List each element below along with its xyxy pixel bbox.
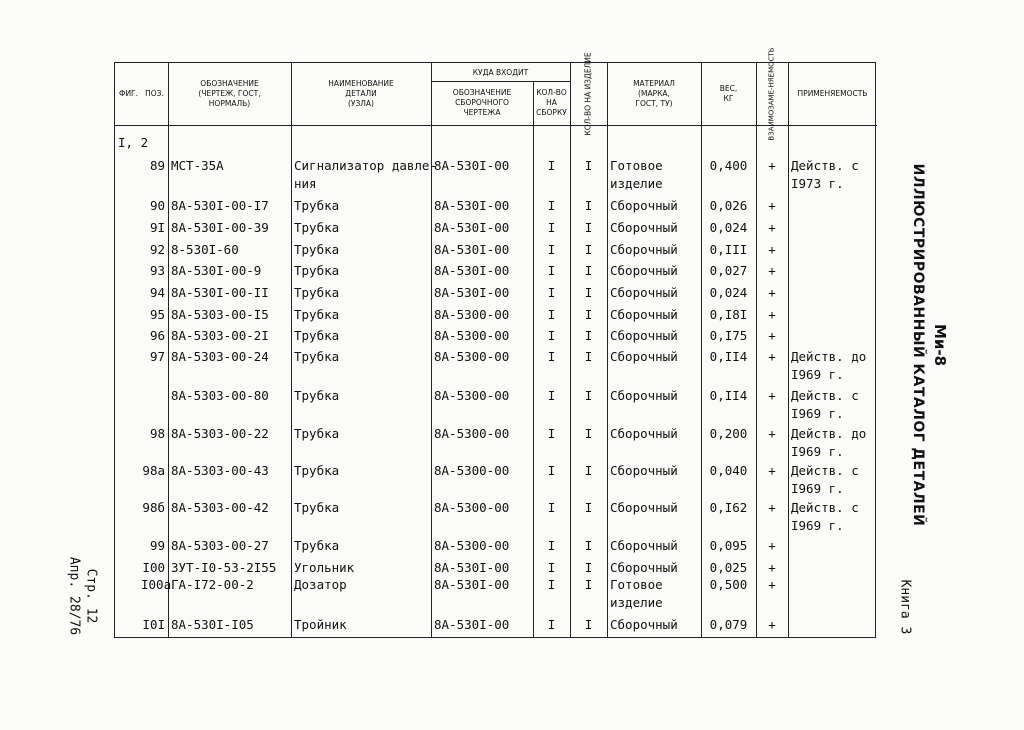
row-name-cell: Трубка bbox=[294, 242, 340, 257]
row-qty-p-cell: I bbox=[584, 220, 593, 235]
row-designation-cell: ГА-I72-00-2 bbox=[171, 577, 254, 592]
row-qty-p-cell: I bbox=[584, 500, 593, 515]
row-inter-cell: + bbox=[768, 158, 776, 173]
row-pos-cell: 90 bbox=[149, 198, 165, 213]
row-weight-cell: 0,040 bbox=[709, 463, 748, 478]
row-applic-cell: Действ. до bbox=[791, 426, 867, 441]
row-qty-a-cell: I bbox=[547, 263, 556, 278]
row-name-cell: Трубка bbox=[294, 500, 340, 515]
row-applic-cell: I973 г. bbox=[791, 176, 844, 191]
row-assembly-cell: 8А-5300-00 bbox=[434, 388, 510, 403]
row-name-cell: Трубка bbox=[294, 538, 340, 553]
row-weight-cell: 0,500 bbox=[709, 577, 748, 592]
row-inter-cell: + bbox=[768, 463, 776, 478]
row-name-cell: Трубка bbox=[294, 263, 340, 278]
row-inter-cell: + bbox=[768, 198, 776, 213]
row-name-cell: Трубка bbox=[294, 198, 340, 213]
row-weight-cell: 0,025 bbox=[709, 560, 748, 575]
row-designation-cell: 8А-5303-00-42 bbox=[171, 500, 269, 515]
row-qty-p-cell: I bbox=[584, 285, 593, 300]
row-name-cell: Трубка bbox=[294, 349, 340, 364]
row-applic-cell: I969 г. bbox=[791, 444, 844, 459]
row-material-cell: Готовое bbox=[610, 158, 663, 173]
row-applic-cell: I969 г. bbox=[791, 367, 844, 382]
row-qty-p-cell: I bbox=[584, 463, 593, 478]
revision-date: Апр. 28/76 bbox=[66, 556, 82, 636]
parts-catalog-table bbox=[114, 47, 876, 638]
row-inter-cell: + bbox=[768, 388, 776, 403]
row-designation-cell: МСТ-35А bbox=[171, 158, 224, 173]
row-pos-cell: 97 bbox=[149, 349, 165, 364]
row-qty-a-cell: I bbox=[547, 560, 556, 575]
row-qty-a-cell: I bbox=[547, 328, 556, 343]
row-qty-a-cell: I bbox=[547, 307, 556, 322]
row-material-cell: Сборочный bbox=[610, 560, 678, 575]
row-name-cell: Трубка bbox=[294, 220, 340, 235]
row-material-cell: Сборочный bbox=[610, 328, 678, 343]
row-qty-a-cell: I bbox=[547, 538, 556, 553]
row-qty-a-cell: I bbox=[547, 388, 556, 403]
row-name-cell: Трубка bbox=[294, 388, 340, 403]
row-applic-cell: Действ. с bbox=[791, 463, 859, 478]
row-qty-a-cell: I bbox=[547, 426, 556, 441]
row-name-cell: Трубка bbox=[294, 307, 340, 322]
row-designation-cell: 8А-530I-00-39 bbox=[171, 220, 269, 235]
row-qty-a-cell: I bbox=[547, 242, 556, 257]
header-material: МАТЕРИАЛ (МАРКА, ГОСТ, ТУ) bbox=[633, 79, 675, 108]
row-weight-cell: 0,I75 bbox=[709, 328, 748, 343]
row-weight-cell: 0,II4 bbox=[709, 349, 748, 364]
row-applic-cell: Действ. с bbox=[791, 500, 859, 515]
row-inter-cell: + bbox=[768, 577, 776, 592]
row-designation-cell: 8А-530I-00-I7 bbox=[171, 198, 269, 213]
row-inter-cell: + bbox=[768, 560, 776, 575]
row-designation-cell: 8А-530I-00-II bbox=[171, 285, 269, 300]
row-weight-cell: 0,I8I bbox=[709, 307, 748, 322]
row-assembly-cell: 8А-530I-00 bbox=[434, 560, 510, 575]
row-assembly-cell: 8А-5300-00 bbox=[434, 307, 510, 322]
header-qty-product: КОЛ-ВО НА ИЗДЕЛИЕ bbox=[583, 52, 593, 136]
row-material-cell: Сборочный bbox=[610, 242, 678, 257]
row-qty-p-cell: I bbox=[584, 388, 593, 403]
row-material-cell: Сборочный bbox=[610, 426, 678, 441]
row-assembly-cell: 8А-530I-00 bbox=[434, 285, 510, 300]
row-weight-cell: 0,400 bbox=[709, 158, 748, 173]
row-weight-cell: 0,024 bbox=[709, 285, 748, 300]
row-inter-cell: + bbox=[768, 426, 776, 441]
row-designation-cell: 8А-5303-00-2I bbox=[171, 328, 269, 343]
row-qty-p-cell: I bbox=[584, 158, 593, 173]
row-designation-cell: 8А-5303-00-43 bbox=[171, 463, 269, 478]
row-material-cell: Сборочный bbox=[610, 307, 678, 322]
row-designation-cell: ЗУТ-I0-53-2I55 bbox=[171, 560, 277, 575]
row-qty-p-cell: I bbox=[584, 560, 593, 575]
row-material-cell: Сборочный bbox=[610, 463, 678, 478]
row-pos-cell: 93 bbox=[149, 263, 165, 278]
row-name-cell: Трубка bbox=[294, 463, 340, 478]
row-material-cell: изделие bbox=[610, 176, 663, 191]
row-name-cell: ния bbox=[294, 176, 317, 191]
book-label: Книга 3 bbox=[897, 579, 913, 635]
row-qty-a-cell: I bbox=[547, 349, 556, 364]
header-weight: ВЕС, КГ bbox=[719, 84, 738, 103]
row-material-cell: Сборочный bbox=[610, 617, 678, 632]
row-material-cell: изделие bbox=[610, 595, 663, 610]
row-inter-cell: + bbox=[768, 500, 776, 515]
row-name-cell: Угольник bbox=[294, 560, 355, 575]
row-applic-cell: I969 г. bbox=[791, 406, 844, 421]
row-assembly-cell: 8А-530I-00 bbox=[434, 263, 510, 278]
model-label: Ми-8 bbox=[931, 323, 949, 367]
row-inter-cell: + bbox=[768, 328, 776, 343]
row-qty-p-cell: I bbox=[584, 307, 593, 322]
row-pos-cell: 95 bbox=[149, 307, 165, 322]
row-pos-cell: 98а bbox=[142, 463, 165, 478]
row-weight-cell: 0,079 bbox=[709, 617, 748, 632]
row-weight-cell: 0,200 bbox=[709, 426, 748, 441]
header-qty-assembly: КОЛ-ВО НА СБОРКУ bbox=[536, 88, 567, 117]
header-applicability: ПРИМЕНЯЕМОСТЬ bbox=[797, 89, 868, 98]
row-name-cell: Дозатор bbox=[294, 577, 347, 592]
row-name-cell: Трубка bbox=[294, 328, 340, 343]
row-qty-a-cell: I bbox=[547, 617, 556, 632]
row-applic-cell: I969 г. bbox=[791, 481, 844, 496]
figure-number: I, 2 bbox=[118, 135, 149, 150]
row-assembly-cell: 8А-5300-00 bbox=[434, 349, 510, 364]
row-qty-a-cell: I bbox=[547, 220, 556, 235]
row-applic-cell: Действ. с bbox=[791, 388, 859, 403]
row-weight-cell: 0,II4 bbox=[709, 388, 748, 403]
row-inter-cell: + bbox=[768, 349, 776, 364]
row-inter-cell: + bbox=[768, 307, 776, 322]
row-weight-cell: 0,026 bbox=[709, 198, 748, 213]
row-pos-cell: I00а bbox=[141, 577, 172, 592]
row-qty-p-cell: I bbox=[584, 426, 593, 441]
row-material-cell: Готовое bbox=[610, 577, 663, 592]
row-designation-cell: 8А-5303-00-I5 bbox=[171, 307, 269, 322]
row-material-cell: Сборочный bbox=[610, 388, 678, 403]
row-designation-cell: 8А-5303-00-22 bbox=[171, 426, 269, 441]
row-weight-cell: 0,I62 bbox=[709, 500, 748, 515]
row-qty-a-cell: I bbox=[547, 500, 556, 515]
row-pos-cell: 9I bbox=[149, 220, 165, 235]
header-interchangeability: ВЗАИМОЗАМЕ-НЯЕМОСТЬ bbox=[767, 47, 776, 141]
header-assembly-drawing: ОБОЗНАЧЕНИЕ СБОРОЧНОГО ЧЕРТЕЖА bbox=[452, 88, 512, 117]
row-material-cell: Сборочный bbox=[610, 500, 678, 515]
row-pos-cell: 98 bbox=[149, 426, 165, 441]
row-material-cell: Сборочный bbox=[610, 220, 678, 235]
row-name-cell: Тройник bbox=[294, 617, 347, 632]
row-qty-p-cell: I bbox=[584, 328, 593, 343]
header-fig: ФИГ. bbox=[118, 89, 139, 98]
row-designation-cell: 8А-5303-00-27 bbox=[171, 538, 269, 553]
row-weight-cell: 0,027 bbox=[709, 263, 748, 278]
row-applic-cell: Действ. до bbox=[791, 349, 867, 364]
row-assembly-cell: 8А-5300-00 bbox=[434, 328, 510, 343]
row-pos-cell: 98б bbox=[142, 500, 165, 515]
row-qty-p-cell: I bbox=[584, 242, 593, 257]
row-designation-cell: 8А-530I-00-9 bbox=[171, 263, 262, 278]
row-weight-cell: 0,III bbox=[709, 242, 748, 257]
row-applic-cell: I969 г. bbox=[791, 518, 844, 533]
row-pos-cell: 96 bbox=[149, 328, 165, 343]
row-material-cell: Сборочный bbox=[610, 198, 678, 213]
row-qty-a-cell: I bbox=[547, 158, 556, 173]
row-qty-p-cell: I bbox=[584, 538, 593, 553]
row-inter-cell: + bbox=[768, 242, 776, 257]
row-material-cell: Сборочный bbox=[610, 285, 678, 300]
header-designation: ОБОЗНАЧЕНИЕ (ЧЕРТЕЖ, ГОСТ, НОРМАЛЬ) bbox=[198, 79, 261, 108]
row-inter-cell: + bbox=[768, 220, 776, 235]
row-pos-cell: 89 bbox=[149, 158, 165, 173]
row-designation-cell: 8А-5303-00-80 bbox=[171, 388, 269, 403]
row-assembly-cell: 8А-5300-00 bbox=[434, 538, 510, 553]
row-name-cell: Сигнализатор давле- bbox=[294, 158, 437, 173]
row-assembly-cell: 8А-530I-00 bbox=[434, 220, 510, 235]
row-assembly-cell: 8А-530I-00 bbox=[434, 198, 510, 213]
row-inter-cell: + bbox=[768, 538, 776, 553]
header-where-used: КУДА ВХОДИТ bbox=[472, 68, 529, 77]
row-qty-a-cell: I bbox=[547, 577, 556, 592]
row-qty-p-cell: I bbox=[584, 349, 593, 364]
row-qty-a-cell: I bbox=[547, 198, 556, 213]
row-qty-p-cell: I bbox=[584, 617, 593, 632]
row-assembly-cell: 8А-5300-00 bbox=[434, 463, 510, 478]
row-inter-cell: + bbox=[768, 263, 776, 278]
row-assembly-cell: 8А-530I-00 bbox=[434, 158, 510, 173]
row-designation-cell: 8А-5303-00-24 bbox=[171, 349, 269, 364]
row-weight-cell: 0,024 bbox=[709, 220, 748, 235]
row-applic-cell: Действ. с bbox=[791, 158, 859, 173]
row-assembly-cell: 8А-530I-00 bbox=[434, 617, 510, 632]
row-designation-cell: 8А-530I-I05 bbox=[171, 617, 254, 632]
row-pos-cell: I0I bbox=[142, 617, 165, 632]
row-qty-p-cell: I bbox=[584, 577, 593, 592]
header-pos: ПОЗ. bbox=[145, 89, 164, 98]
row-qty-p-cell: I bbox=[584, 263, 593, 278]
row-weight-cell: 0,095 bbox=[709, 538, 748, 553]
row-name-cell: Трубка bbox=[294, 285, 340, 300]
row-assembly-cell: 8А-530I-00 bbox=[434, 242, 510, 257]
page-number: Стр. 12 bbox=[83, 568, 99, 624]
row-material-cell: Сборочный bbox=[610, 538, 678, 553]
row-qty-p-cell: I bbox=[584, 198, 593, 213]
row-material-cell: Сборочный bbox=[610, 349, 678, 364]
row-qty-a-cell: I bbox=[547, 463, 556, 478]
row-qty-a-cell: I bbox=[547, 285, 556, 300]
row-pos-cell: 94 bbox=[149, 285, 165, 300]
row-pos-cell: 99 bbox=[149, 538, 165, 553]
row-designation-cell: 8-530I-60 bbox=[171, 242, 239, 257]
row-name-cell: Трубка bbox=[294, 426, 340, 441]
row-assembly-cell: 8А-530I-00 bbox=[434, 577, 510, 592]
header-name: НАИМЕНОВАНИЕ ДЕТАЛИ (УЗЛА) bbox=[328, 79, 394, 108]
row-assembly-cell: 8А-5300-00 bbox=[434, 500, 510, 515]
row-inter-cell: + bbox=[768, 285, 776, 300]
catalog-title: ИЛЛЮСТРИРОВАННЫЙ КАТАЛОГ ДЕТАЛЕЙ bbox=[910, 163, 926, 527]
row-inter-cell: + bbox=[768, 617, 776, 632]
row-pos-cell: I00 bbox=[142, 560, 165, 575]
row-material-cell: Сборочный bbox=[610, 263, 678, 278]
row-assembly-cell: 8А-5300-00 bbox=[434, 426, 510, 441]
row-pos-cell: 92 bbox=[149, 242, 165, 257]
